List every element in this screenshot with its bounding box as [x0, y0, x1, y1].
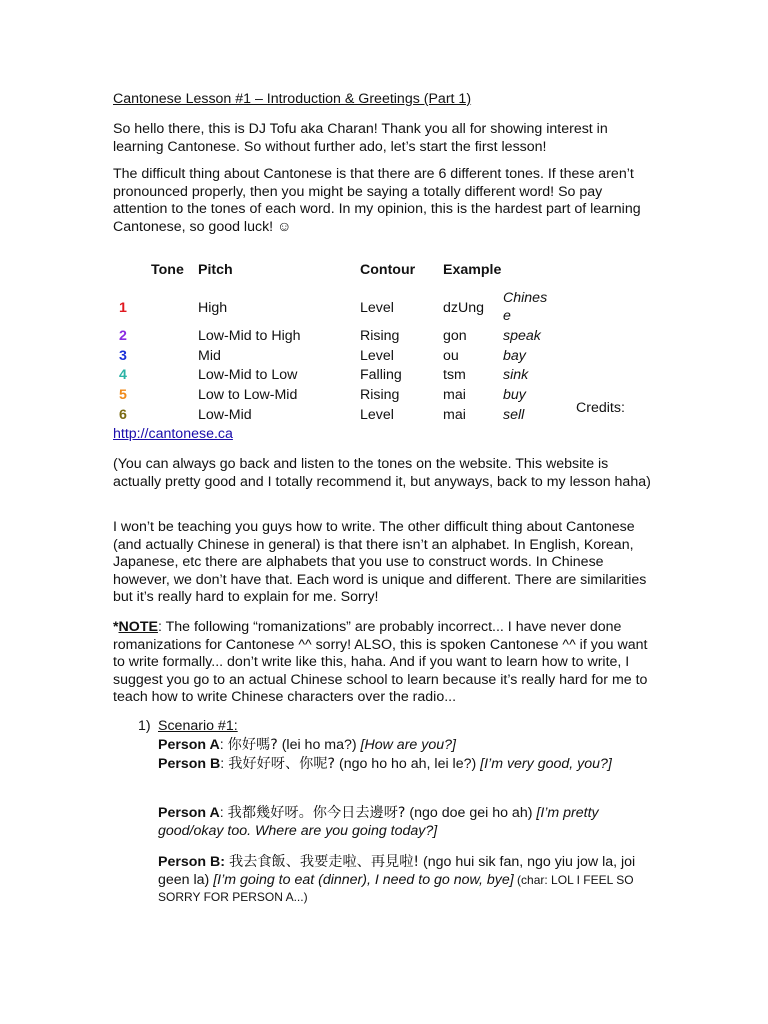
- speaker-label: Person B:: [158, 854, 226, 870]
- tone-example: mai: [443, 407, 466, 423]
- table-row: [113, 348, 653, 368]
- scenario-heading: Scenario #1:: [158, 718, 238, 734]
- tone-contour: Level: [360, 348, 394, 364]
- dialogue-line: [158, 737, 653, 755]
- chinese-text: 我都幾好呀。你今日去邊呀?: [227, 805, 406, 821]
- english-translation: [I’m going to eat (dinner), I need to go now, bye]: [213, 871, 514, 888]
- table-row: [113, 407, 653, 427]
- tone-example: tsm: [443, 367, 466, 383]
- chinese-text: 我去食飯、我要走啦、再見啦!: [228, 854, 420, 870]
- table-row: [113, 290, 653, 326]
- tone-meaning: speak: [503, 328, 541, 344]
- speaker-separator: :: [219, 805, 228, 821]
- table-header-example: Example: [443, 262, 502, 278]
- english-translation: [I’m pretty good/okay too. Where are you going today?]: [158, 805, 599, 839]
- dialogue-line: [158, 854, 653, 907]
- table-row: [113, 328, 653, 348]
- tone-number: 1: [119, 300, 127, 316]
- credits-link[interactable]: http://cantonese.ca: [113, 426, 233, 442]
- chinese-text: 你好嗎?: [227, 737, 278, 753]
- tone-number: 2: [119, 328, 127, 344]
- intro-paragraph: So hello there, this is DJ Tofu aka Charan! Thank you all for showing interest in learning Cantonese. So without further ado, let’s start the first lesson!: [113, 121, 608, 155]
- writing-paragraph: I won’t be teaching you guys how to write. The other difficult thing about Cantonese (and actually Chinese in general) is that there isn’t an alphabet. In English, Korean, Japanese, etc there are alphabets that you use to construct words. In Chinese however, we don’t have that. Each word is unique and different. There are similarities but it’s really hard to explain for me. Sorry!: [113, 519, 647, 606]
- romanization-text: (ngo hui sik fan, ngo yiu jow la, joi geen la): [158, 854, 636, 888]
- page-title: Cantonese Lesson #1 – Introduction & Greetings (Part 1): [113, 91, 472, 107]
- table-header-tone: Tone: [151, 262, 184, 278]
- romanization-text: (ngo ho ho ah, lei le?): [335, 756, 481, 772]
- tone-pitch: Low-Mid to High: [198, 328, 301, 344]
- table-row: [113, 387, 653, 407]
- speaker-separator: :: [219, 737, 228, 753]
- note-label: NOTE: [118, 619, 158, 635]
- website-paragraph: (You can always go back and listen to the tones on the website. This website is actually pretty good and I totally recommend it, but anyways, back to my lesson haha): [113, 456, 651, 490]
- tone-pitch: Low to Low-Mid: [198, 387, 298, 403]
- tone-contour: Rising: [360, 328, 400, 344]
- romanization-text: (ngo doe gei ho ah): [405, 805, 537, 821]
- tone-example: gon: [443, 328, 467, 344]
- speaker-label: Person B: [158, 756, 221, 772]
- tone-meaning: sell: [503, 407, 525, 423]
- chinese-text: 我好好呀、你呢?: [228, 756, 336, 772]
- tone-pitch: Low-Mid to Low: [198, 367, 298, 383]
- table-header-pitch: Pitch: [198, 262, 233, 278]
- table-row: [113, 367, 653, 387]
- dialogue-line: [158, 756, 658, 774]
- tone-example: dzUng: [443, 300, 485, 316]
- tone-meaning: bay: [503, 348, 526, 364]
- credits-label: Credits:: [576, 400, 625, 416]
- note-star: *: [113, 619, 119, 635]
- scenario-number: 1): [138, 718, 151, 734]
- tones-paragraph: The difficult thing about Cantonese is that there are 6 different tones. If these aren’t pronounced properly, then you might be saying a totally different word! So pay attention to the tones of each word. In my opinion, this is the hardest part of learning Cantonese, so good luck! ☺: [113, 166, 641, 235]
- note-paragraph: [113, 619, 653, 707]
- tone-number: 6: [119, 407, 127, 423]
- author-comment: (char: LOL I FEEL SO SORRY FOR PERSON A...): [158, 872, 634, 905]
- speaker-label: Person A: [158, 737, 220, 753]
- tone-example: mai: [443, 387, 466, 403]
- tone-contour: Level: [360, 407, 394, 423]
- tone-contour: Level: [360, 300, 394, 316]
- tone-pitch: Low-Mid: [198, 407, 252, 423]
- speaker-separator: :: [220, 756, 229, 772]
- tone-contour: Rising: [360, 387, 400, 403]
- tone-number: 5: [119, 387, 127, 403]
- tone-pitch: Mid: [198, 348, 221, 364]
- tone-contour: Falling: [360, 367, 402, 383]
- tone-pitch: High: [198, 300, 228, 316]
- note-text: : The following “romanizations” are probably incorrect... I have never done romanizations for Cantonese ^^ sorry! ALSO, this is spoken Cantonese ^^ if you want to write formally... don’t write like this, haha. And if you want to learn how to write, I suggest you go to an actual Chinese school to learn because it’s really hard for me to teach how to write Chinese characters over the radio...: [113, 619, 648, 706]
- english-translation: [I’m very good, you?]: [480, 756, 612, 772]
- english-translation: [How are you?]: [360, 737, 456, 753]
- tone-example: ou: [443, 348, 459, 364]
- tone-number: 4: [119, 367, 127, 383]
- dialogue-line: [158, 805, 653, 840]
- speaker-label: Person A: [158, 805, 220, 821]
- table-header-contour: Contour: [360, 262, 416, 278]
- tone-meaning-wrap: e: [503, 308, 511, 324]
- tone-meaning: sink: [503, 367, 529, 383]
- tone-meaning: buy: [503, 387, 526, 403]
- romanization-text: (lei ho ma?): [277, 737, 361, 753]
- tone-number: 3: [119, 348, 127, 364]
- tone-meaning: Chines: [503, 290, 548, 306]
